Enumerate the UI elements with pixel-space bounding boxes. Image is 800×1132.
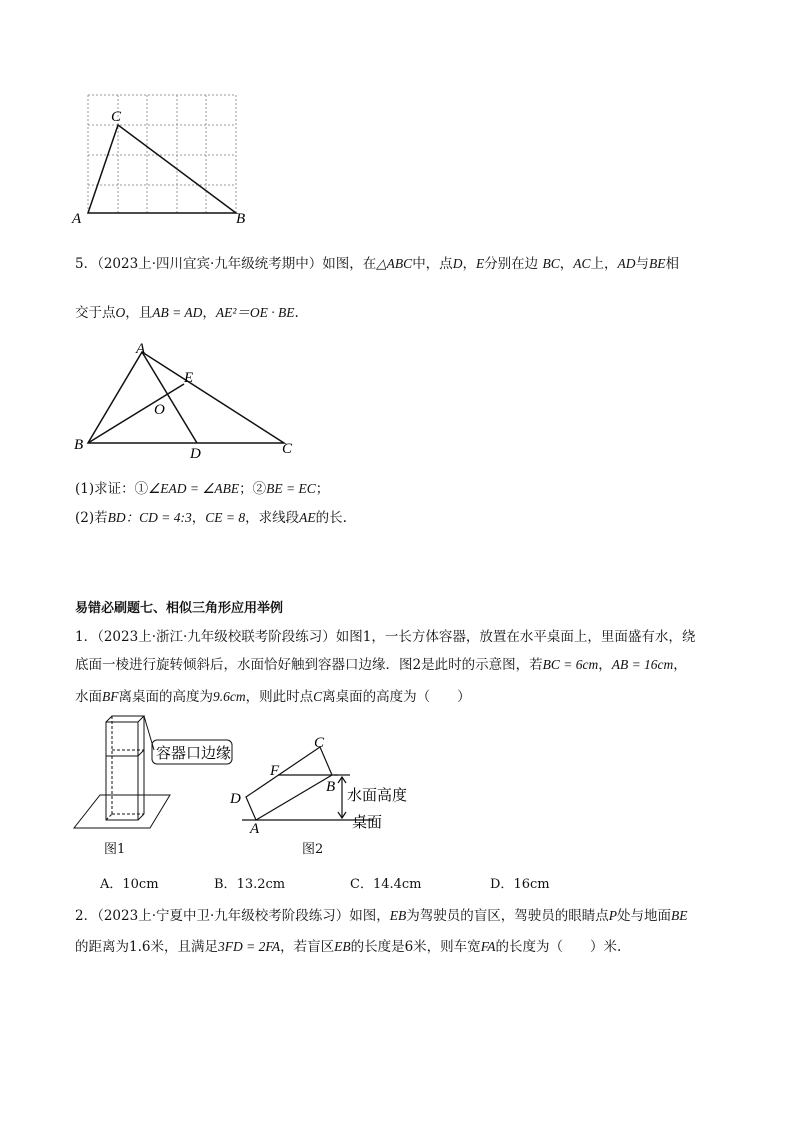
desk-label: 桌面 xyxy=(352,813,383,831)
q2-number: 2． xyxy=(75,908,98,924)
q5-number: 5． xyxy=(75,256,98,272)
q1-text: 底面一棱进行旋转倾斜后，水面恰好触到容器口边缘．图2是此时的示意图，若 xyxy=(75,657,543,673)
q2-eb: EB xyxy=(389,908,407,923)
q2-p: P xyxy=(608,908,618,923)
part1-eq1: ∠EAD = ∠ABE xyxy=(148,481,240,496)
q2-line2 xyxy=(75,938,621,956)
q1-line1 xyxy=(75,628,695,646)
label-b2: B xyxy=(326,779,336,795)
label-o5: O xyxy=(154,402,165,418)
q5-source: （2023上·四川宜宾·九年级统考期中） xyxy=(97,256,323,272)
callout-text: 容器口边缘 xyxy=(156,744,232,762)
part2-text: ，求线段 xyxy=(245,510,300,526)
q5-bc: BC xyxy=(542,256,560,271)
q5-text: 分别在边 xyxy=(484,256,539,272)
segment-be xyxy=(88,384,184,443)
option-letter: D． xyxy=(490,877,514,892)
q1-line2 xyxy=(75,656,687,674)
q1-h: 9.6cm xyxy=(213,689,246,704)
option-value: 10cm xyxy=(122,877,159,892)
q1-text: 水面 xyxy=(75,689,102,705)
q5-end: . xyxy=(294,305,299,321)
q5-eq1: AB = AD xyxy=(152,305,203,320)
desk-plane xyxy=(74,795,170,828)
label-e5: E xyxy=(184,370,194,386)
segment-ad xyxy=(142,352,197,443)
part1-label: (1)求证：① xyxy=(75,481,149,497)
label-c: C xyxy=(111,109,122,125)
q5-figure xyxy=(70,340,300,460)
label-a: A xyxy=(72,211,82,227)
q5-text: 上， xyxy=(590,256,618,272)
q5-ad: AD xyxy=(617,256,636,271)
q1-number: 1． xyxy=(75,629,98,645)
q2-text: ，若盲区 xyxy=(280,939,335,955)
label-b5: B xyxy=(74,437,84,453)
q5-d: D xyxy=(452,256,463,271)
label-a2: A xyxy=(250,821,260,835)
q2-text: 的长度为（ ）米. xyxy=(495,939,622,955)
q5-o: O xyxy=(115,305,126,320)
option-letter: B． xyxy=(214,877,237,892)
label-d5: D xyxy=(190,446,201,460)
q5-line2 xyxy=(75,304,299,322)
q5-eq2: AE²＝OE · BE xyxy=(215,305,295,320)
part2-end: 的长. xyxy=(315,510,347,526)
triangle-abc xyxy=(88,125,236,213)
option-value: 13.2cm xyxy=(236,877,286,892)
q1-bc: BC = 6cm xyxy=(542,657,599,672)
q5-be: BE xyxy=(649,256,666,271)
q5-with: 与 xyxy=(635,256,650,272)
part2-ratio: BD：CD = 4:3 xyxy=(107,510,192,525)
tilted-rect xyxy=(246,747,332,820)
label-c2: C xyxy=(314,735,325,751)
option-a[interactable] xyxy=(100,873,159,892)
q1-comma: ， xyxy=(673,657,687,673)
q5-text: 交于点 xyxy=(75,305,116,321)
q5-sep: ， xyxy=(202,305,216,321)
triangle-abc-5 xyxy=(88,352,284,443)
q5-part1 xyxy=(75,480,329,498)
q1-sep: ， xyxy=(598,657,612,673)
q5-text: 中，点 xyxy=(412,256,453,272)
q2-source: （2023上·宁夏中卫·九年级校考阶段练习） xyxy=(97,908,350,924)
option-d[interactable] xyxy=(490,873,550,892)
option-letter: A． xyxy=(100,877,123,892)
figure-2-tilted xyxy=(226,735,426,835)
q1-ab: AB = 16cm xyxy=(611,657,674,672)
q5-part2 xyxy=(75,509,347,527)
q2-text: 为驾驶员的盲区，驾驶员的眼睛点 xyxy=(406,908,609,924)
part2-ae: AE xyxy=(299,510,316,525)
q2-be: BE xyxy=(671,908,688,923)
part2-ce: CE = 8 xyxy=(205,510,246,525)
q2-eb2: EB xyxy=(334,939,351,954)
container-front xyxy=(106,722,138,820)
q1-text: 离桌面的高度为（ ） xyxy=(322,689,471,705)
figure-1-caption: 图1 xyxy=(104,842,126,857)
q5-text: 如图，在 xyxy=(322,256,377,272)
label-d2: D xyxy=(230,791,241,807)
q5-e: E xyxy=(475,256,485,271)
part2-sep: ， xyxy=(191,510,206,526)
figure-2-caption: 图2 xyxy=(302,842,324,857)
q1-text: ，则此时点 xyxy=(245,689,314,705)
q1-text: 离桌面的高度为 xyxy=(118,689,213,705)
q1-line3 xyxy=(75,688,471,706)
label-b: B xyxy=(236,211,246,227)
q2-text: 的距离为1.6米，且满足 xyxy=(75,939,218,955)
q5-sep: ， xyxy=(462,256,476,272)
part1-end: ； xyxy=(315,481,330,497)
q2-eq: 3FD = 2FA xyxy=(217,939,281,954)
part2-label: (2)若 xyxy=(75,510,108,526)
option-letter: C． xyxy=(350,877,373,892)
water-height-label: 水面高度 xyxy=(347,786,408,804)
q2-text: 处与地面 xyxy=(617,908,672,924)
option-c[interactable] xyxy=(350,873,422,892)
part1-sep: ；② xyxy=(239,481,267,497)
q2-text: 的长度是6米，则车宽 xyxy=(350,939,481,955)
q2-line1 xyxy=(75,907,688,925)
option-value: 16cm xyxy=(513,877,550,892)
figure-1-container xyxy=(70,710,250,830)
container-edge xyxy=(138,814,144,820)
q1-source: （2023上·浙江·九年级校联考阶段练习） xyxy=(97,629,336,645)
label-a5: A xyxy=(136,341,146,357)
q5-ac: AC xyxy=(573,256,591,271)
option-value: 14.4cm xyxy=(372,877,422,892)
label-f2: F xyxy=(270,763,280,779)
label-c5: C xyxy=(282,441,293,457)
q2-text: 如图， xyxy=(349,908,390,924)
part1-eq2: BE = EC xyxy=(266,481,316,496)
q1-c: C xyxy=(313,689,323,704)
option-b[interactable] xyxy=(214,873,285,892)
q5-text: 相 xyxy=(665,256,680,272)
q5-sep: ， xyxy=(559,256,574,272)
grid-triangle-figure xyxy=(70,92,255,227)
q1-bf: BF xyxy=(102,689,119,704)
q2-fa: FA xyxy=(480,939,496,954)
q5-text: ，且 xyxy=(125,305,153,321)
q5-line1 xyxy=(75,255,679,273)
q5-tri: △ABC xyxy=(376,256,413,271)
q1-text: 如图1，一长方体容器，放置在水平桌面上，里面盛有水，绕 xyxy=(335,629,696,645)
water-surface xyxy=(138,750,144,756)
container-hidden-edge xyxy=(106,814,112,820)
section-heading: 易错必刷题七、相似三角形应用举例 xyxy=(75,601,284,616)
